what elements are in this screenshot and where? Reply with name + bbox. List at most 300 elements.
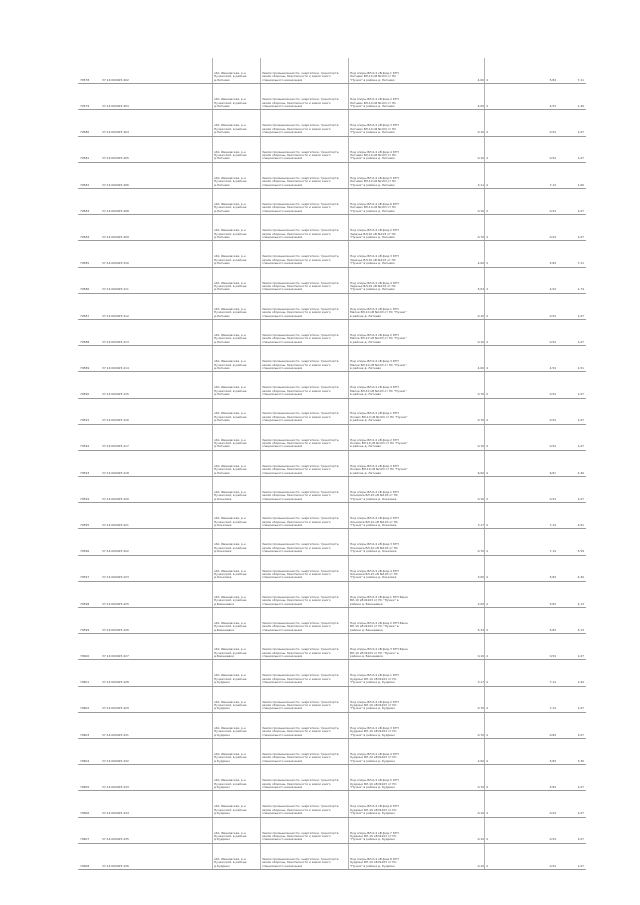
table-row bbox=[78, 425, 586, 451]
unit-count-cell: 4 bbox=[486, 838, 488, 842]
area-value-cell: 0,10 bbox=[477, 497, 484, 501]
row-id-cell: 79587 bbox=[80, 314, 90, 318]
cadastral-number-cell: 37:14:000925:422 bbox=[102, 550, 129, 554]
unit-count-cell: 4 bbox=[486, 235, 488, 239]
value-2-cell: 5,59 bbox=[577, 550, 584, 554]
unit-count-cell: 4 bbox=[486, 183, 488, 187]
table-row bbox=[78, 791, 586, 817]
cadastral-number-cell: 37:14:000925:418 bbox=[102, 471, 129, 475]
row-id-cell: 79590 bbox=[80, 393, 90, 397]
unit-count-cell: 4 bbox=[486, 209, 488, 213]
land-category-cell: Земли промышленности, энергетики, транспорта, земли обороны, безопасности и земли иного специального назначения bbox=[262, 595, 340, 606]
row-id-cell: 79582 bbox=[80, 183, 90, 187]
land-category-cell: Земли промышленности, энергетики, транспорта, земли обороны, безопасности и земли иного специального назначения bbox=[262, 648, 340, 659]
address-cell: обл. Ивановская, р-н Пучежский, в районе д.Летнево bbox=[214, 176, 247, 187]
address-cell: обл. Ивановская, р-н Пучежский, в районе д.Летнево bbox=[214, 281, 247, 292]
land-category-cell: Земли промышленности, энергетики, транспорта, земли обороны, безопасности и земли иного специального назначения bbox=[262, 176, 340, 187]
row-id-cell: 79602 bbox=[80, 707, 90, 711]
unit-count-cell: 4 bbox=[486, 157, 488, 161]
area-value-cell: 4,00 bbox=[477, 78, 484, 82]
land-category-cell: Земли промышленности, энергетики, транспорта, земли обороны, безопасности и земли иного специального назначения bbox=[262, 438, 340, 449]
cadastral-number-cell: 37:14:000925:410 bbox=[102, 262, 129, 266]
permitted-use-cell: Под опоры ВЛ-0,4 кВ фид.5 КТП Кудрино ВЛ-10 кВ №103 от ПС "Пучеж" в районе д. Кудрино bbox=[350, 779, 399, 789]
table-row bbox=[78, 110, 586, 136]
permitted-use-cell: Под опоры ВЛ-0,4 кВ фид.3 КТП Кудрино ВЛ-10 кВ №103 от ПС "Пучеж" в районе д. Кудрино bbox=[350, 726, 399, 737]
table-row bbox=[78, 84, 586, 110]
value-2-cell: 1,07 bbox=[577, 131, 584, 135]
row-id-cell: 79584 bbox=[80, 235, 90, 239]
cadastral-number-cell: 37:14:000925:409 bbox=[102, 235, 129, 239]
area-value-cell: 0,70 bbox=[477, 235, 484, 239]
row-id-cell: 79581 bbox=[80, 157, 90, 161]
address-cell: обл. Ивановская, р-н Пучежский, в районе д.Летнево bbox=[214, 386, 247, 397]
land-category-cell: Земли промышленности, энергетики, транспорта, земли обороны, безопасности и земли иного специального назначения bbox=[262, 726, 340, 737]
cadastral-number-cell: 37:14:000925:423 bbox=[102, 576, 129, 580]
cadastral-number-cell: 37:14:000925:414 bbox=[102, 366, 129, 370]
value-2-cell: 1,60 bbox=[577, 183, 584, 187]
value-2-cell: 1,07 bbox=[577, 864, 584, 868]
row-id-cell: 79580 bbox=[80, 131, 90, 135]
value-2-cell: 1,74 bbox=[577, 288, 584, 292]
address-cell: обл. Ивановская, р-н Пучежский, в районе д.Бакшеевка bbox=[214, 648, 247, 659]
unit-count-cell: 4 bbox=[486, 655, 488, 659]
value-1-cell: 5,84 bbox=[549, 786, 556, 789]
value-1-cell: 7,14 bbox=[549, 550, 556, 554]
permitted-use-cell: Под опоры ВЛ-0,4 кВ фид.2 КТП Летнево ВЛ-10 кВ №103 от ПС "Пучеж" в районе д. Летнево bbox=[350, 98, 399, 108]
land-category-cell: Земли промышленности, энергетики, транспорта, земли обороны, безопасности и земли иного специального назначения bbox=[262, 700, 340, 711]
unit-count-cell: 4 bbox=[486, 524, 488, 528]
permitted-use-cell: Под опоры ВЛ-0,4 кВ фид.2 КТП Лосево ВЛ-10 кВ №103 от ПС "Пучеж" в районе д. Летнево bbox=[350, 438, 408, 449]
row-id-cell: 79604 bbox=[80, 759, 90, 763]
permitted-use-cell: Под опоры ВЛ-0,4 кВ фид.4 КТП Кудрино ВЛ-10 кВ №103 от ПС "Пучеж" в районе д. Кудрино bbox=[350, 753, 399, 763]
unit-count-cell: 4 bbox=[486, 786, 488, 789]
cadastral-number-cell: 37:14:000925:431 bbox=[102, 733, 129, 737]
land-category-cell: Земли промышленности, энергетики, транспорта, земли обороны, безопасности и земли иного специального назначения bbox=[262, 150, 340, 161]
cadastral-number-cell: 37:14:000925:428 bbox=[102, 681, 129, 685]
address-cell: обл. Ивановская, р-н Пучежский, в районе д.Летнево bbox=[214, 150, 247, 161]
row-id-cell: 79601 bbox=[80, 681, 90, 685]
unit-count-cell: 4 bbox=[486, 759, 488, 763]
table-row bbox=[78, 320, 586, 346]
unit-count-cell: 4 bbox=[486, 497, 488, 501]
row-id-cell: 79600 bbox=[80, 655, 90, 659]
unit-count-cell: 4 bbox=[486, 733, 488, 737]
permitted-use-cell: Под опоры ВЛ-0,4 кВ фид.3 КТП Бакш ВЛ-10 кВ №103 от ПС "Пучеж" в районе д. Бакшеевка bbox=[350, 648, 408, 659]
cadastral-number-cell: 37:14:000925:405 bbox=[102, 157, 129, 161]
area-value-cell: 0,10 bbox=[477, 209, 484, 213]
value-2-cell: 4,46 bbox=[577, 471, 584, 475]
cadastral-number-cell: 37:14:000925:427 bbox=[102, 655, 129, 659]
area-value-cell: 0,70 bbox=[477, 707, 484, 711]
table-row bbox=[78, 713, 586, 739]
area-value-cell: 0,10 bbox=[477, 655, 484, 659]
address-cell: обл. Ивановская, р-н Пучежский, в районе д.Ольховка bbox=[214, 569, 247, 580]
permitted-use-cell: Под опоры ВЛ-0,4 кВ фид.1 КТП Лосево ВЛ-10 кВ №103 от ПС "Пучеж" в районе д. Летнево bbox=[350, 412, 408, 423]
address-cell: обл. Ивановская, р-н Пучежский, в районе д.Летнево bbox=[214, 438, 247, 449]
value-1-cell: 0,54 bbox=[549, 655, 556, 659]
cadastral-number-cell: 37:14:000925:435 bbox=[102, 838, 129, 842]
land-category-cell: Земли промышленности, энергетики, транспорта, земли обороны, безопасности и земли иного специального назначения bbox=[262, 569, 340, 580]
address-cell: обл. Ивановская, р-н Пучежский, в районе д.Летнево bbox=[214, 71, 247, 82]
area-value-cell: 0,70 bbox=[477, 550, 484, 554]
cadastral-number-cell: 37:14:000925:420 bbox=[102, 497, 129, 501]
area-value-cell: 0,70 bbox=[477, 419, 484, 423]
unit-count-cell: 4 bbox=[486, 340, 488, 344]
unit-count-cell: 4 bbox=[486, 419, 488, 423]
land-category-cell: Земли промышленности, энергетики, транспорта, земли обороны, безопасности и земли иного специального назначения bbox=[262, 622, 340, 632]
unit-count-cell: 4 bbox=[486, 576, 488, 580]
table-row bbox=[78, 58, 586, 84]
area-value-cell: 0,10 bbox=[477, 812, 484, 816]
area-value-cell: 0,70 bbox=[477, 445, 484, 449]
cadastral-number-cell: 37:14:000925:402 bbox=[102, 78, 129, 82]
unit-count-cell: 4 bbox=[486, 812, 488, 816]
cadastral-number-cell: 37:14:000925:432 bbox=[102, 759, 129, 763]
unit-count-cell: 4 bbox=[486, 602, 488, 606]
area-value-cell: 0,10 bbox=[477, 157, 484, 161]
row-id-cell: 79599 bbox=[80, 628, 90, 632]
table-row bbox=[78, 608, 586, 634]
area-value-cell: 2,00 bbox=[477, 602, 484, 606]
unit-count-cell: 4 bbox=[486, 262, 488, 266]
cadastral-number-cell: 37:14:000925:429 bbox=[102, 707, 129, 711]
land-category-cell: Земли промышленности, энергетики, транспорта, земли обороны, безопасности и земли иного специального назначения bbox=[262, 674, 340, 685]
row-id-cell: 79583 bbox=[80, 209, 90, 213]
area-value-cell: 0,70 bbox=[477, 393, 484, 397]
table-row bbox=[78, 477, 586, 503]
value-1-cell: 0,54 bbox=[549, 393, 556, 397]
row-id-cell: 79578 bbox=[80, 78, 90, 82]
land-category-cell: Земли промышленности, энергетики, транспорта, земли обороны, безопасности и земли иного специального назначения bbox=[262, 831, 340, 842]
land-category-cell: Земли промышленности, энергетики, транспорта, земли обороны, безопасности и земли иного специального назначения bbox=[262, 857, 340, 868]
area-value-cell: 0,10 bbox=[477, 314, 484, 318]
permitted-use-cell: Под опоры ВЛ-0,4 кВ фид.2 КТП Малое ВЛ-10 кВ №103 от ПС "Пучеж" в районе д. Летнево bbox=[350, 333, 407, 344]
permitted-use-cell: Под опоры ВЛ-0,4 кВ фид.1 КТП Малое ВЛ-10 кВ №103 от ПС "Пучеж" в районе д. Летнево bbox=[350, 307, 407, 318]
land-category-cell: Земли промышленности, энергетики, транспорта, земли обороны, безопасности и земли иного специального назначения bbox=[262, 491, 340, 501]
permitted-use-cell: Под опоры ВЛ-0,4 кВ фид.1 КТП Ольховка ВЛ-10 кВ №103 от ПС "Пучеж" в районе д. Ольховка bbox=[350, 491, 399, 501]
value-1-cell: 0,54 bbox=[549, 864, 556, 868]
cadastral-number-cell: 37:14:000925:403 bbox=[102, 104, 129, 108]
table-row bbox=[78, 687, 586, 713]
address-cell: обл. Ивановская, р-н Пучежский, в районе д.Летнево bbox=[214, 360, 247, 370]
value-1-cell: 0,54 bbox=[549, 812, 556, 816]
value-1-cell: 0,54 bbox=[549, 419, 556, 423]
area-value-cell: 3,11 bbox=[477, 183, 484, 187]
row-id-cell: 79588 bbox=[80, 340, 90, 344]
permitted-use-cell: Под опоры ВЛ-0,4 кВ фид.1 КТП Бакш ВЛ-10 кВ №103 от ПС "Пучеж" в районе д. Бакшеевка bbox=[350, 595, 408, 606]
value-2-cell: 7,11 bbox=[577, 78, 584, 82]
value-1-cell: 7,14 bbox=[549, 524, 556, 528]
value-2-cell: 1,07 bbox=[577, 419, 584, 423]
table-row bbox=[78, 556, 586, 582]
land-category-cell: Земли промышленности, энергетики, транспорта, земли обороны, безопасности и земли иного специального назначения bbox=[262, 386, 340, 397]
land-category-cell: Земли промышленности, энергетики, транспорта, земли обороны, безопасности и земли иного специального назначения bbox=[262, 229, 340, 239]
permitted-use-cell: Под опоры ВЛ-0,4 кВ фид.6 КТП Кудрино ВЛ-10 кВ №103 от ПС "Пучеж" в районе д. Кудрино bbox=[350, 805, 399, 816]
value-1-cell: 0,54 bbox=[549, 838, 556, 842]
address-cell: обл. Ивановская, р-н Пучежский, в районе д.Летнево bbox=[214, 124, 247, 135]
permitted-use-cell: Под опоры ВЛ-0,4 кВ фид.3 КТП Заречье ВЛ-10 кВ №103 от ПС "Пучеж" в районе д. Летнево bbox=[350, 255, 399, 266]
value-1-cell: 4,54 bbox=[549, 288, 556, 292]
address-cell: обл. Ивановская, р-н Пучежский, в районе д.Летнево bbox=[214, 333, 247, 344]
value-2-cell: 7,11 bbox=[577, 262, 584, 266]
permitted-use-cell: Под опоры ВЛ-0,4 кВ фид.2 КТП Бакш ВЛ-10 кВ №103 от ПС "Пучеж" в районе д. Бакшеевка bbox=[350, 622, 408, 632]
row-id-cell: 79585 bbox=[80, 262, 90, 266]
value-1-cell: 0,54 bbox=[549, 340, 556, 344]
cadastral-number-cell: 37:14:000925:412 bbox=[102, 314, 129, 318]
permitted-use-cell: Под опоры ВЛ-0,4 кВ фид.4 КТП Ольховка ВЛ-10 кВ №103 от ПС "Пучеж" в районе д. Ольховка bbox=[350, 569, 399, 580]
permitted-use-cell: Под опоры ВЛ-0,4 кВ фид.2 КТП Ольховка ВЛ-10 кВ №103 от ПС "Пучеж" в районе д. Ольховка bbox=[350, 517, 399, 528]
table-row bbox=[78, 818, 586, 844]
value-2-cell: 1,07 bbox=[577, 812, 584, 816]
address-cell: обл. Ивановская, р-н Пучежский, в районе д.Летнево bbox=[214, 412, 247, 423]
permitted-use-cell: Под опоры ВЛ-0,4 кВ фид.6 КТП Летнево ВЛ-10 кВ №103 от ПС "Пучеж" в районе д. Летнево bbox=[350, 202, 399, 213]
land-category-cell: Земли промышленности, энергетики, транспорта, земли обороны, безопасности и земли иного специального назначения bbox=[262, 517, 340, 528]
table-row bbox=[78, 451, 586, 477]
cadastral-number-cell: 37:14:000925:433 bbox=[102, 786, 129, 789]
value-1-cell: 0,54 bbox=[549, 131, 556, 135]
value-2-cell: 1,07 bbox=[577, 314, 584, 318]
table-row bbox=[78, 844, 586, 870]
land-category-cell: Земли промышленности, энергетики, транспорта, земли обороны, безопасности и земли иного специального назначения bbox=[262, 753, 340, 763]
row-id-cell: 79586 bbox=[80, 288, 90, 292]
permitted-use-cell: Под опоры ВЛ-0,4 кВ фид.1 КТП Летнево ВЛ-10 кВ №103 от ПС "Пучеж" в районе д. Летнево bbox=[350, 71, 399, 82]
cadastral-number-cell: 37:14:000925:404 bbox=[102, 131, 129, 135]
unit-count-cell: 4 bbox=[486, 104, 488, 108]
permitted-use-cell: Под опоры ВЛ-0,4 кВ фид.4 КТП Летнево ВЛ-10 кВ №103 от ПС "Пучеж" в районе д. Летнево bbox=[350, 150, 399, 161]
unit-count-cell: 4 bbox=[486, 393, 488, 397]
row-id-cell: 79592 bbox=[80, 445, 90, 449]
row-id-cell: 79591 bbox=[80, 419, 90, 423]
row-id-cell: 79598 bbox=[80, 602, 90, 606]
cadastral-number-cell: 37:14:000925:436 bbox=[102, 864, 129, 868]
unit-count-cell: 4 bbox=[486, 366, 488, 370]
area-value-cell: 4,00 bbox=[477, 104, 484, 108]
unit-count-cell: 4 bbox=[486, 78, 488, 82]
permitted-use-cell: Под опоры ВЛ-0,4 кВ фид.5 КТП Летнево ВЛ-10 кВ №103 от ПС "Пучеж" в районе д. Летнево bbox=[350, 176, 399, 187]
land-category-cell: Земли промышленности, энергетики, транспорта, земли обороны, безопасности и земли иного специального назначения bbox=[262, 779, 340, 789]
table-row bbox=[78, 634, 586, 660]
row-id-cell: 79579 bbox=[80, 104, 90, 108]
address-cell: обл. Ивановская, р-н Пучежский, в районе д.Летнево bbox=[214, 202, 247, 213]
address-cell: обл. Ивановская, р-н Пучежский, в районе д.Кудрино bbox=[214, 779, 247, 789]
cadastral-number-cell: 37:14:000925:413 bbox=[102, 340, 129, 344]
value-2-cell: 5,13 bbox=[577, 628, 584, 632]
unit-count-cell: 4 bbox=[486, 681, 488, 685]
value-1-cell: 0,54 bbox=[549, 497, 556, 501]
table-row bbox=[78, 503, 586, 529]
cadastral-number-cell: 37:14:000925:426 bbox=[102, 628, 129, 632]
area-value-cell: 5,34 bbox=[477, 628, 484, 632]
row-id-cell: 79596 bbox=[80, 550, 90, 554]
value-1-cell: 5,84 bbox=[549, 262, 556, 266]
row-id-cell: 79597 bbox=[80, 576, 90, 580]
table-row bbox=[78, 765, 586, 791]
address-cell: обл. Ивановская, р-н Пучежский, в районе д.Кудрино bbox=[214, 857, 247, 868]
row-id-cell: 79607 bbox=[80, 838, 90, 842]
value-2-cell: 1,94 bbox=[577, 681, 584, 685]
permitted-use-cell: Под опоры ВЛ-0,4 кВ фид.4 КТП Малое ВЛ-10 кВ №103 от ПС "Пучеж" в районе д. Летнево bbox=[350, 386, 407, 397]
land-category-cell: Земли промышленности, энергетики, транспорта, земли обороны, безопасности и земли иного специального назначения bbox=[262, 124, 340, 135]
area-value-cell: 3,17 bbox=[477, 524, 484, 528]
address-cell: обл. Ивановская, р-н Пучежский, в районе д.Летнево bbox=[214, 464, 247, 475]
table-row bbox=[78, 582, 586, 608]
row-id-cell: 79589 bbox=[80, 366, 90, 370]
land-category-cell: Земли промышленности, энергетики, транспорта, земли обороны, безопасности и земли иного специального назначения bbox=[262, 464, 340, 475]
value-2-cell: 1,07 bbox=[577, 786, 584, 789]
value-1-cell: 7,14 bbox=[549, 183, 556, 187]
table-row bbox=[78, 215, 586, 241]
land-category-cell: Земли промышленности, энергетики, транспорта, земли обороны, безопасности и земли иного специального назначения bbox=[262, 202, 340, 213]
cadastral-number-cell: 37:14:000925:406 bbox=[102, 183, 129, 187]
row-id-cell: 79608 bbox=[80, 864, 90, 868]
area-value-cell: 0,70 bbox=[477, 733, 484, 737]
row-id-cell: 79605 bbox=[80, 786, 90, 789]
value-2-cell: 1,46 bbox=[577, 104, 584, 108]
address-cell: обл. Ивановская, р-н Пучежский, в районе д.Кудрино bbox=[214, 805, 247, 816]
area-value-cell: 4,00 bbox=[477, 262, 484, 266]
value-2-cell: 1,07 bbox=[577, 235, 584, 239]
value-1-cell: 0,54 bbox=[549, 209, 556, 213]
address-cell: обл. Ивановская, р-н Пучежский, в районе д.Летнево bbox=[214, 229, 247, 239]
table-row bbox=[78, 346, 586, 372]
area-value-cell: 0,10 bbox=[477, 838, 484, 842]
row-id-cell: 79593 bbox=[80, 471, 90, 475]
row-id-cell: 79603 bbox=[80, 733, 90, 737]
cadastral-number-cell: 37:14:000925:415 bbox=[102, 393, 129, 397]
table-row bbox=[78, 241, 586, 267]
address-cell: обл. Ивановская, р-н Пучежский, в районе д.Летнево bbox=[214, 307, 247, 318]
table-row bbox=[78, 268, 586, 294]
value-1-cell: 5,84 bbox=[549, 628, 556, 632]
value-2-cell: 1,51 bbox=[577, 366, 584, 370]
value-1-cell: 0,54 bbox=[549, 157, 556, 161]
table-row bbox=[78, 163, 586, 189]
address-cell: обл. Ивановская, р-н Пучежский, в районе д.Кудрино bbox=[214, 726, 247, 737]
value-1-cell: 5,84 bbox=[549, 576, 556, 580]
address-cell: обл. Ивановская, р-н Пучежский, в районе д.Кудрино bbox=[214, 674, 247, 685]
value-2-cell: 4,13 bbox=[577, 602, 584, 606]
value-1-cell: 5,84 bbox=[549, 759, 556, 763]
unit-count-cell: 4 bbox=[486, 628, 488, 632]
land-category-cell: Земли промышленности, энергетики, транспорта, земли обороны, безопасности и земли иного специального назначения bbox=[262, 360, 340, 370]
value-2-cell: 1,07 bbox=[577, 838, 584, 842]
value-1-cell: 5,84 bbox=[549, 78, 556, 82]
area-value-cell: 0,70 bbox=[477, 786, 484, 789]
address-cell: обл. Ивановская, р-н Пучежский, в районе д.Кудрино bbox=[214, 831, 247, 842]
table-row bbox=[78, 399, 586, 425]
land-category-cell: Земли промышленности, энергетики, транспорта, земли обороны, безопасности и земли иного специального назначения bbox=[262, 98, 340, 108]
address-cell: обл. Ивановская, р-н Пучежский, в районе д.Ольховка bbox=[214, 543, 247, 554]
table-row bbox=[78, 660, 586, 686]
land-category-cell: Земли промышленности, энергетики, транспорта, земли обороны, безопасности и земли иного специального назначения bbox=[262, 281, 340, 292]
value-1-cell: 5,84 bbox=[549, 602, 556, 606]
value-2-cell: 1,07 bbox=[577, 445, 584, 449]
area-value-cell: 0,10 bbox=[477, 340, 484, 344]
unit-count-cell: 4 bbox=[486, 707, 488, 711]
permitted-use-cell: Под опоры ВЛ-0,4 кВ фид.4 КТП Заречье ВЛ-10 кВ №103 от ПС "Пучеж" в районе д. Летнево bbox=[350, 281, 399, 292]
value-2-cell: 1,07 bbox=[577, 209, 584, 213]
value-2-cell: 1,07 bbox=[577, 497, 584, 501]
row-id-cell: 79595 bbox=[80, 524, 90, 528]
permitted-use-cell: Под опоры ВЛ-0,4 кВ фид.3 КТП Малое ВЛ-10 кВ №103 от ПС "Пучеж" в районе д. Летнево bbox=[350, 360, 407, 370]
table-row bbox=[78, 189, 586, 215]
cadastral-number-cell: 37:14:000925:416 bbox=[102, 419, 129, 423]
address-cell: обл. Ивановская, р-н Пучежский, в районе д.Бакшеевка bbox=[214, 622, 247, 632]
unit-count-cell: 4 bbox=[486, 314, 488, 318]
cadastral-number-cell: 37:14:000925:425 bbox=[102, 602, 129, 606]
address-cell: обл. Ивановская, р-н Пучежский, в районе д.Кудрино bbox=[214, 753, 247, 763]
value-1-cell: 0,54 bbox=[549, 314, 556, 318]
row-id-cell: 79606 bbox=[80, 812, 90, 816]
table-row bbox=[78, 739, 586, 765]
value-1-cell: 4,54 bbox=[549, 366, 556, 370]
area-value-cell: 6,00 bbox=[477, 471, 484, 475]
address-cell: обл. Ивановская, р-н Пучежский, в районе д.Бакшеевка bbox=[214, 595, 247, 606]
unit-count-cell: 4 bbox=[486, 131, 488, 135]
permitted-use-cell: Под опоры ВЛ-0,4 кВ фид.2 КТП Заречье ВЛ-10 кВ №103 от ПС "Пучеж" в районе д. Летнево bbox=[350, 229, 399, 239]
address-cell: обл. Ивановская, р-н Пучежский, в районе д.Ольховка bbox=[214, 491, 247, 501]
value-2-cell: 1,07 bbox=[577, 707, 584, 711]
land-category-cell: Земли промышленности, энергетики, транспорта, земли обороны, безопасности и земли иного специального назначения bbox=[262, 307, 340, 318]
address-cell: обл. Ивановская, р-н Пучежский, в районе д.Ольховка bbox=[214, 517, 247, 528]
row-id-cell: 79594 bbox=[80, 497, 90, 501]
unit-count-cell: 4 bbox=[486, 288, 488, 292]
value-1-cell: 4,53 bbox=[549, 104, 556, 108]
value-2-cell: 4,40 bbox=[577, 576, 584, 580]
value-2-cell: 1,07 bbox=[577, 157, 584, 161]
area-value-cell: 0,10 bbox=[477, 131, 484, 135]
value-1-cell: 0,84 bbox=[549, 733, 556, 737]
table-row bbox=[78, 137, 586, 163]
address-cell: обл. Ивановская, р-н Пучежский, в районе д.Летнево bbox=[214, 98, 247, 108]
value-2-cell: 1,07 bbox=[577, 655, 584, 659]
table-row bbox=[78, 529, 586, 555]
cadastral-number-cell: 37:14:000925:434 bbox=[102, 812, 129, 816]
permitted-use-cell: Под опоры ВЛ-0,4 кВ фид.3 КТП Летнево ВЛ-10 кВ №103 от ПС "Пучеж" в районе д. Летнево bbox=[350, 124, 399, 135]
value-1-cell: 0,54 bbox=[549, 445, 556, 449]
area-value-cell: 0,10 bbox=[477, 864, 484, 868]
table-row bbox=[78, 294, 586, 320]
area-value-cell: 2,00 bbox=[477, 759, 484, 763]
area-value-cell: 4,00 bbox=[477, 366, 484, 370]
permitted-use-cell: Под опоры ВЛ-0,4 кВ фид.3 КТП Ольховка ВЛ-10 кВ №103 от ПС "Пучеж" в районе д. Ольховка bbox=[350, 543, 399, 554]
address-cell: обл. Ивановская, р-н Пучежский, в районе д.Кудрино bbox=[214, 700, 247, 711]
table bbox=[78, 58, 586, 870]
unit-count-cell: 4 bbox=[486, 864, 488, 868]
cadastral-number-cell: 37:14:000925:408 bbox=[102, 209, 129, 213]
value-1-cell: 7,14 bbox=[549, 707, 556, 711]
permitted-use-cell: Под опоры ВЛ-0,4 кВ фид.3 КТП Лосево ВЛ-10 кВ №103 от ПС "Пучеж" в районе д. Летнево bbox=[350, 464, 408, 475]
value-2-cell: 1,07 bbox=[577, 733, 584, 737]
value-1-cell: 0,54 bbox=[549, 235, 556, 239]
land-category-cell: Земли промышленности, энергетики, транспорта, земли обороны, безопасности и земли иного специального назначения bbox=[262, 543, 340, 554]
cadastral-number-cell: 37:14:000925:417 bbox=[102, 445, 129, 449]
land-category-cell: Земли промышленности, энергетики, транспорта, земли обороны, безопасности и земли иного специального назначения bbox=[262, 71, 340, 82]
value-1-cell: 6,81 bbox=[549, 471, 556, 475]
land-category-cell: Земли промышленности, энергетики, транспорта, земли обороны, безопасности и земли иного специального назначения bbox=[262, 805, 340, 816]
permitted-use-cell: Под опоры ВЛ-0,4 кВ фид.1 КТП Кудрино ВЛ-10 кВ №103 от ПС "Пучеж" в районе д. Кудрино bbox=[350, 674, 399, 685]
cadastral-number-cell: 37:14:000925:411 bbox=[102, 288, 129, 292]
unit-count-cell: 4 bbox=[486, 445, 488, 449]
cadastral-number-cell: 37:14:000925:421 bbox=[102, 524, 129, 528]
value-2-cell: 4,61 bbox=[577, 524, 584, 528]
land-category-cell: Земли промышленности, энергетики, транспорта, земли обороны, безопасности и земли иного специального назначения bbox=[262, 255, 340, 266]
area-value-cell: 3,00 bbox=[477, 576, 484, 580]
address-cell: обл. Ивановская, р-н Пучежский, в районе д.Летнево bbox=[214, 255, 247, 266]
value-2-cell: 1,07 bbox=[577, 393, 584, 397]
unit-count-cell: 4 bbox=[486, 471, 488, 475]
unit-count-cell: 4 bbox=[486, 550, 488, 554]
